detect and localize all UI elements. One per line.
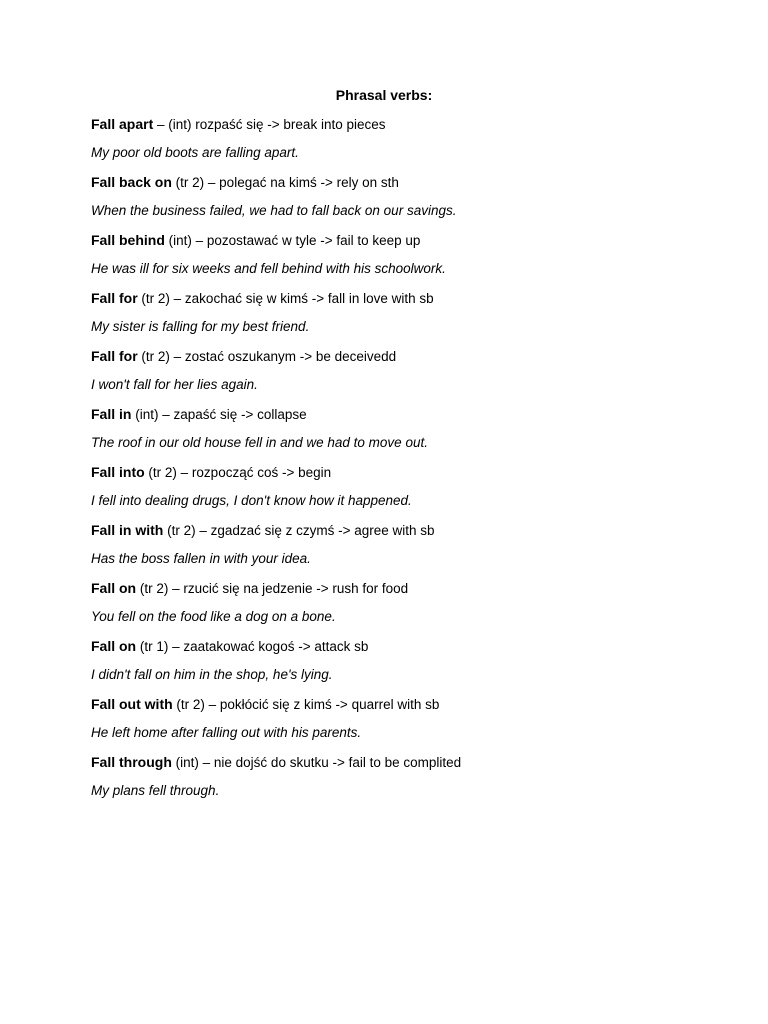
definition-text: (tr 2) – zakochać się w kimś -> fall in love with sb	[137, 291, 434, 306]
phrasal-verb: Fall into	[91, 464, 145, 480]
entry-fall-for-deceived	[91, 346, 731, 404]
example-sentence: He was ill for six weeks and fell behind with his schoolwork.	[91, 261, 446, 276]
definition-line	[91, 694, 731, 723]
phrasal-verb: Fall apart	[91, 116, 154, 132]
phrasal-verb: Fall behind	[91, 232, 165, 248]
definition-text: (int) – pozostawać w tyle -> fail to keep up	[164, 233, 421, 248]
definition-line	[91, 636, 731, 665]
entry-fall-in	[91, 404, 731, 462]
example-sentence: The roof in our old house fell in and we had to move out.	[91, 435, 428, 450]
phrasal-verb: Fall in with	[91, 522, 164, 538]
example-sentence: Has the boss fallen in with your idea.	[91, 551, 311, 566]
phrasal-verb: Fall in	[91, 406, 132, 422]
entry-fall-for-love	[91, 288, 731, 346]
example-sentence: You fell on the food like a dog on a bone.	[91, 609, 336, 624]
definition-line	[91, 114, 731, 143]
entry-fall-apart	[91, 114, 731, 172]
definition-text: (tr 2) – polegać na kimś -> rely on sth	[171, 175, 399, 190]
entry-fall-on-food	[91, 578, 731, 636]
definition-line	[91, 230, 731, 259]
definition-line	[91, 346, 731, 375]
definition-text: (int) – zapaść się -> collapse	[131, 407, 307, 422]
entry-fall-into	[91, 462, 731, 520]
definition-text: (tr 2) – rozpocząć coś -> begin	[144, 465, 332, 480]
phrasal-verb: Fall on	[91, 580, 137, 596]
entry-fall-in-with	[91, 520, 731, 578]
definition-line	[91, 520, 731, 549]
definition-line	[91, 172, 731, 201]
phrasal-verb: Fall for	[91, 348, 138, 364]
entry-fall-back-on	[91, 172, 731, 230]
definition-line	[91, 404, 731, 433]
definition-text: (tr 2) – zgadzać się z czymś -> agree with sb	[163, 523, 435, 538]
phrasal-verb: Fall back on	[91, 174, 172, 190]
definition-text: (tr 2) – zostać oszukanym -> be deceivedd	[137, 349, 397, 364]
example-sentence: My poor old boots are falling apart.	[91, 145, 299, 160]
example-sentence: My plans fell through.	[91, 783, 220, 798]
entry-fall-on-attack	[91, 636, 731, 694]
definition-text: (tr 1) – zaatakować kogoś -> attack sb	[136, 639, 369, 654]
phrasal-verb: Fall for	[91, 290, 138, 306]
example-sentence: He left home after falling out with his parents.	[91, 725, 362, 740]
phrasal-verb: Fall out with	[91, 696, 173, 712]
definition-line	[91, 288, 731, 317]
definition-line	[91, 462, 731, 491]
example-sentence: I didn't fall on him in the shop, he's lying.	[91, 667, 333, 682]
example-sentence: I won't fall for her lies again.	[91, 377, 258, 392]
phrasal-verb: Fall through	[91, 754, 172, 770]
definition-text: – (int) rozpaść się -> break into pieces	[153, 117, 386, 132]
example-sentence: When the business failed, we had to fall back on our savings.	[91, 203, 457, 218]
phrasal-verb: Fall on	[91, 638, 137, 654]
entries-list	[91, 114, 731, 810]
entry-fall-behind	[91, 230, 731, 288]
example-sentence: My sister is falling for my best friend.	[91, 319, 310, 334]
definition-text: (tr 2) – rzucić się na jedzenie -> rush for food	[136, 581, 409, 596]
page-title: Phrasal verbs:	[335, 87, 433, 103]
entry-fall-through	[91, 752, 731, 810]
entry-fall-out-with	[91, 694, 731, 752]
definition-line	[91, 578, 731, 607]
definition-line	[91, 752, 731, 781]
example-sentence: I fell into dealing drugs, I don't know how it happened.	[91, 493, 412, 508]
definition-text: (int) – nie dojść do skutku -> fail to be complited	[171, 755, 462, 770]
definition-text: (tr 2) – pokłócić się z kimś -> quarrel with sb	[172, 697, 440, 712]
